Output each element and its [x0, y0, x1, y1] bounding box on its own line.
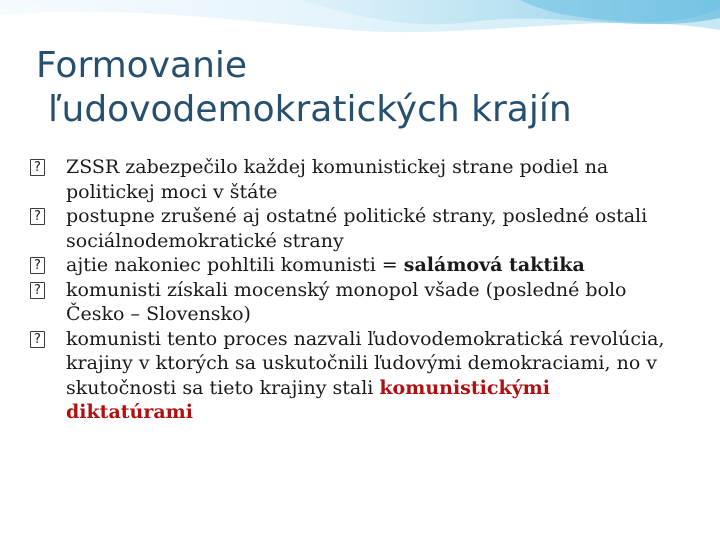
bullet-text: komunisti tento proces nazvali ľudovodemokratická revolúcia, krajiny v ktorých sa uskutočnili ľudovými demokraciami, no v skutočnosti sa tieto krajiny stali	[66, 327, 665, 399]
bullet-item	[30, 204, 680, 253]
bullet-marker-icon: ?	[30, 159, 45, 176]
bullet-item	[30, 155, 680, 204]
bullet-emphasis: salámová taktika	[403, 254, 585, 276]
bullet-text: ajtie nakoniec pohltili komunisti =	[66, 254, 404, 276]
bullet-marker-icon: ?	[30, 331, 45, 348]
bullet-emphasis-red: komunistickými diktatúrami	[66, 376, 550, 423]
bullet-marker-icon: ?	[30, 208, 45, 225]
title-line-1: Formovanie	[36, 45, 248, 86]
slide-title	[36, 44, 696, 132]
bullet-item	[30, 253, 680, 278]
bullet-text: postupne zrušené aj ostatné politické strany, posledné ostali sociálnodemokratické strany	[66, 205, 648, 252]
bullet-text: ZSSR zabezpečilo každej komunistickej strane podiel na politickej moci v štáte	[66, 156, 609, 203]
bullet-item	[30, 278, 680, 327]
title-line-2: ľudovodemokratických krajín	[48, 89, 572, 130]
bullet-item	[30, 327, 680, 425]
bullet-marker-icon: ?	[30, 282, 45, 299]
bullet-marker-icon: ?	[30, 257, 45, 274]
bullet-list	[30, 155, 680, 425]
bullet-text: komunisti získali mocenský monopol všade (posledné bolo Česko – Slovensko)	[66, 278, 627, 325]
